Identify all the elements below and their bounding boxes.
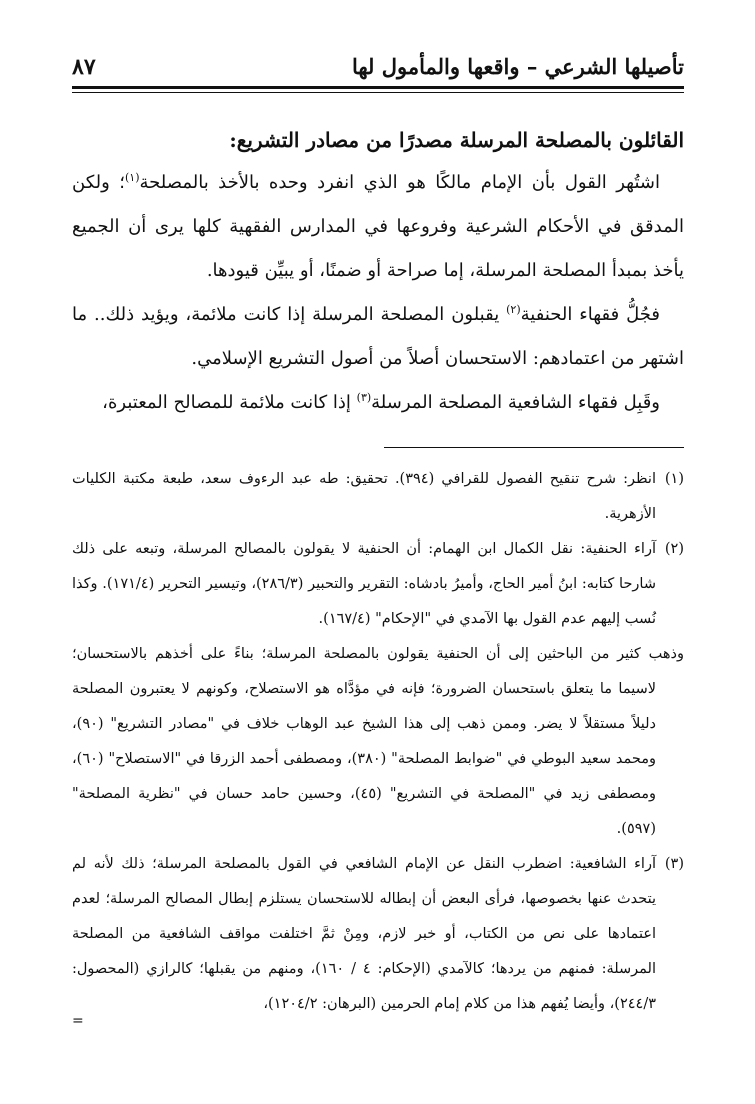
running-header: [72, 48, 684, 84]
continuation-mark: =: [72, 1013, 84, 1029]
header-rule-thin: [72, 92, 684, 93]
footnote: [72, 462, 684, 532]
paragraph-text: وقَبِل فقهاء الشافعية المصلحة المرسلة: [371, 392, 660, 413]
header-title: تأصيلها الشرعي – واقعها والمأمول لها: [351, 54, 684, 79]
footnote-ref: (١): [124, 171, 140, 184]
body-text: [72, 161, 684, 425]
section-heading: القائلون بالمصلحة المرسلة مصدرًا من مصادر التشريع:: [229, 128, 684, 152]
footnote-continuation: [72, 637, 684, 847]
footnote: [72, 847, 684, 1022]
paragraph-text: فجُلُّ فقهاء الحنفية: [520, 304, 660, 325]
paragraph: [72, 293, 684, 381]
footnote-ref: (٣): [356, 391, 372, 404]
footnote-text: آراء الحنفية: نقل الكمال ابن الهمام: أن الحنفية لا يقولون بالمصالح المرسلة، وتبعه على ذلك شارحا كتابه: ابنُ أمير الحاج، وأميرُ بادشاه: التقرير والتحبير (٢٨٦/٣)، وتيسير التحرير (١٧١/٤). وكذا نُسب إليهم عدم القول بها الآمدي في "الإحكام" (١٦٧/٤).: [72, 541, 656, 627]
footnote-ref: (٢): [506, 303, 521, 316]
paragraph-text: اشتُهر القول بأن الإمام مالكًا هو الذي انفرد وحده بالأخذ بالمصلحة: [139, 172, 660, 193]
footnote-number: (٣): [664, 856, 684, 872]
footnote-number: (٢): [664, 541, 684, 557]
footnote-number: (١): [664, 471, 684, 487]
footnotes: [72, 462, 684, 1028]
paragraph: [72, 381, 684, 425]
page: [72, 48, 684, 1028]
paragraph-text: يقبلون المصلحة المرسلة إذا كانت ملائمة، ويؤيد ذلك.. ما اشتهر من اعتمادهم: الاستحسان أصلاً من أصول التشريع الإسلامي.: [72, 304, 684, 369]
footnote-text: آراء الشافعية: اضطرب النقل عن الإمام الشافعي في القول بالمصلحة المرسلة؛ ذلك لأنه لم يتحدث عنها بخصوصها، فرأى البعض أن إبطاله للاستحسان يستلزم إبطال المصالح المرسلة؛ لعدم اعتمادها على نص من الكتاب، أو خبر لازم، ومِنْ ثمَّ اختلفت مواقف الشافعية من المصلحة المرسلة: فمنهم من يردها؛ كالآمدي (الإحكام: ٤ / ١٦٠)، ومنهم من يقبلها؛ كالرازي (المحصول: ٢٤٤/٣)، وأيضا يُفهم هذا من كلام إمام الحرمين (البرهان: ١٢٠٤/٢)،: [72, 856, 657, 1012]
footnote-text: وذهب كثير من الباحثين إلى أن الحنفية يقولون بالمصلحة المرسلة؛ بناءً على أخذهم بالاستحسان؛ لاسيما ما يتعلق باستحسان الضرورة؛ فإنه في مؤدَّاه هو الاستصلاح، وكونهم لا يعتبرون المصلحة دليلاً مستقلاً لا يضر. وممن ذهب إلى هذا الشيخ عبد الوهاب خلاف في "مصادر التشريع" (٩٠)، ومحمد سعيد البوطي في "ضوابط المصلحة" (٣٨٠)، ومصطفى أحمد الزرقا في "الاستصلاح" (٦٠)، ومصطفى زيد في "المصلحة في التشريع" (٤٥)، وحسين حامد حسان في "نظرية المصلحة" (٥٩٧).: [72, 646, 684, 837]
page-number: ٨٧: [72, 54, 96, 80]
paragraph-text: ؛ ولكن المدقق في الأحكام الشرعية وفروعها في المدارس الفقهية كلها يرى أن الجميع يأخذ بمبدأ المصلحة المرسلة، إما صراحة أو ضمنًا، أو يبيِّن قيودها.: [72, 172, 684, 281]
footnote-text: انظر: شرح تنقيح الفصول للقرافي (٣٩٤). تحقيق: طه عبد الرءوف سعد، طبعة مكتبة الكليات الأزهرية.: [72, 471, 656, 522]
paragraph: [72, 161, 684, 293]
footnote-separator: [384, 447, 684, 448]
header-rule-thick: [72, 86, 684, 89]
paragraph-text: إذا كانت ملائمة للمصالح المعتبرة،: [102, 392, 357, 413]
footnote: [72, 532, 684, 637]
